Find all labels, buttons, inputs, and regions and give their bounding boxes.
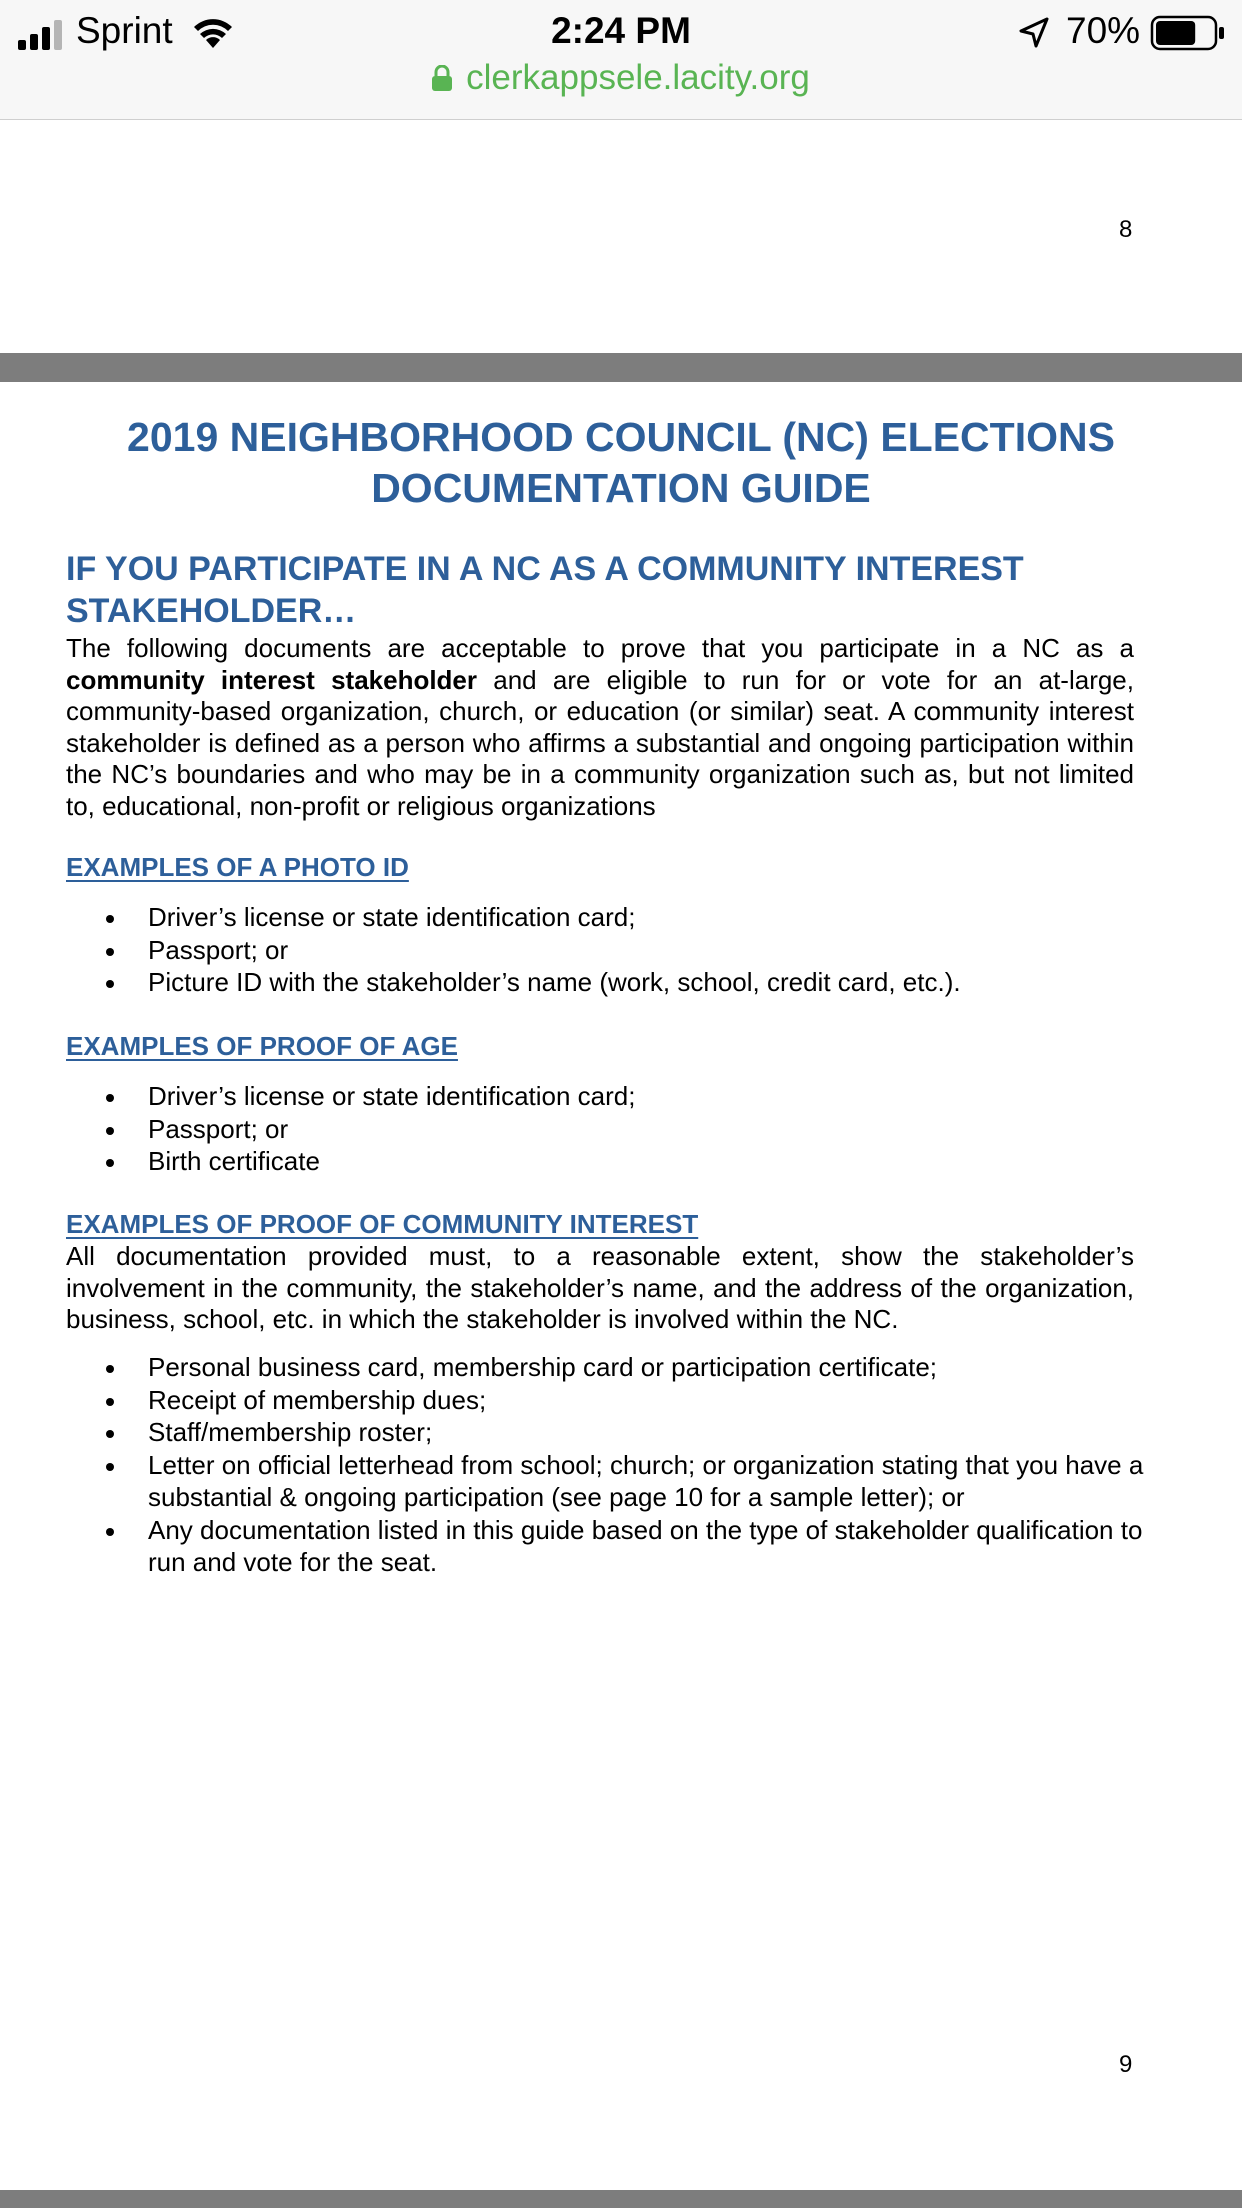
battery-fill [1156,21,1195,45]
bullet [106,948,114,956]
intro-text-bold: community interest stakeholder [66,664,478,695]
lock-icon [432,65,452,91]
address-bar[interactable] [0,58,1242,104]
intro-text-start: The following documents are acceptable to prove that you participate in a NC as a [66,633,1134,663]
bullet [106,1398,114,1406]
list-item-text: Receipt of membership dues; [148,1384,487,1415]
list-item [66,1384,1146,1417]
intro-text-end: and are eligible to run for or vote for an at-large, community-based organization, church, or education (or similar) seat. A community interest stakeholder is defined as a person who affirms a substantial and ongoing participation within the NC’s boundaries and who may be in a community organization such as, but not limited to, educational, non-profit or religious organizations [66,664,1134,821]
page-divider [0,2190,1242,2208]
bullet [106,1127,114,1135]
list-item-text: Birth certificate [148,1146,320,1176]
intro-paragraph [66,633,1134,822]
battery-percent: 70% [1066,10,1141,51]
status-bar [0,0,1242,120]
bullet [106,1528,114,1536]
page-number-top: 8 [1119,216,1133,243]
page-title-line1: 2019 NEIGHBORHOOD COUNCIL (NC) ELECTIONS [127,414,1115,460]
page-title-line2: DOCUMENTATION GUIDE [371,465,871,511]
list-item-text: Driver’s license or state identification card; [148,1081,636,1111]
bullet [106,1365,114,1373]
list-item [66,1351,1146,1384]
clock-time: 2:24 PM [551,10,691,51]
list-item-text: Staff/membership roster; [148,1417,433,1447]
photo-id-list [66,901,1146,999]
list-item-text: Driver’s license or state identification card; [148,902,636,932]
list-item-text: Personal business card, membership card or participation certificate; [148,1352,938,1382]
list-item-text: Passport; or [148,1113,289,1144]
bullet [106,915,114,923]
list-item [66,901,1146,934]
battery-icon [1150,14,1226,52]
bullet [106,980,114,988]
page-divider [0,353,1242,382]
list-item [66,1416,1146,1449]
url-text[interactable]: clerkappsele.lacity.org [466,58,810,97]
list-item-text: Passport; or [148,934,289,965]
list-item [66,1113,1146,1146]
page-title [0,412,1242,514]
bullet [106,1430,114,1438]
community-interest-paragraph: All documentation provided must, to a reasonable extent, show the stakeholder’s involvement in the community, the stakeholder’s name, and the address of the organization, business, school, etc. in which the stakeholder is involved within the NC. [66,1241,1134,1334]
photo-id-heading: EXAMPLES OF A PHOTO ID [66,852,409,882]
list-item [66,1449,1188,1514]
list-item-text: Letter on official letterhead from school; church; or organization stating that you have a substantial & ongoing participation (see page 10 for a sample letter); or [148,1449,1144,1512]
bullet [106,1463,114,1471]
proof-of-age-heading: EXAMPLES OF PROOF OF AGE [66,1031,458,1061]
bullet [106,1094,114,1102]
list-item [66,966,1146,999]
section-heading: IF YOU PARTICIPATE IN A NC AS A COMMUNITY INTEREST STAKEHOLDER… [66,550,1024,630]
community-interest-heading: EXAMPLES OF PROOF OF COMMUNITY INTEREST [66,1209,699,1239]
list-item [66,1145,1146,1178]
community-interest-list [66,1351,1146,1579]
proof-of-age-list [66,1080,1146,1178]
list-item-text: Any documentation listed in this guide based on the type of stakeholder qualification to run and vote for the seat. [148,1514,1143,1577]
list-item [66,1514,1148,1579]
list-item [66,934,1146,967]
carrier-name: Sprint [76,10,173,51]
page-number-bottom: 9 [1119,2051,1133,2078]
list-item-text: Picture ID with the stakeholder’s name (work, school, credit card, etc.). [148,967,961,997]
list-item [66,1080,1146,1113]
bullet [106,1159,114,1167]
location-arrow-icon [1018,16,1050,50]
